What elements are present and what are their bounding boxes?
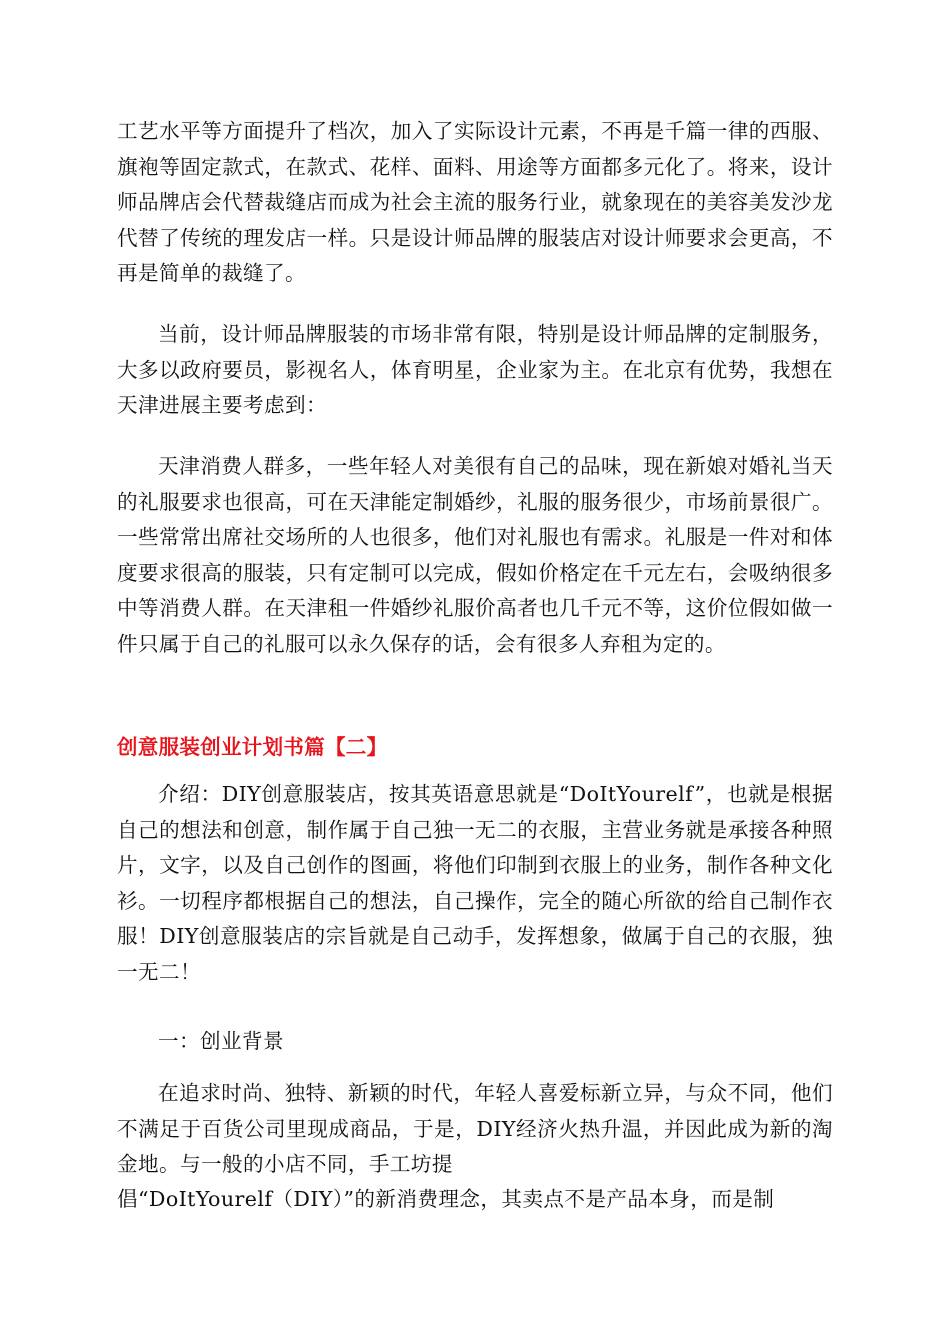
paragraph-current-market: 当前，设计师品牌服装的市场非常有限，特别是设计师品牌的定制服务，大多以政府要员，影视名人，体育明星，企业家为主。在北京有优势，我想在天津进展主要考虑到： (117, 322, 833, 417)
paragraph-introduction: 介绍：DIY创意服装店，按其英语意思就是“DoItYourelf”，也就是根据自己的想法和创意，制作属于自己独一无二的衣服，主营业务就是承接各种照片，文字，以及自己创作的图画，将他们印制到衣服上的业务，制作各种文化衫。一切程序都根据自己的想法，自己操作，完全的随心所欲的给自己制作衣服！DIY创意服装店的宗旨就是自己动手，发挥想象，做属于自己的衣服，独一无二！ (117, 782, 833, 984)
subheading-startup-background: 一：创业背景 (158, 1029, 284, 1053)
paragraph-design-level: 工艺水平等方面提升了档次，加入了实际设计元素，不再是千篇一律的西服、旗袍等固定款式，在款式、花样、面料、用途等方面都多元化了。将来，设计师品牌店会代替裁缝店而成为社会主流的服务行业，就象现在的美容美发沙龙代替了传统的理发店一样。只是设计师品牌的服装店对设计师要求会更高，不再是简单的裁缝了。 (117, 119, 833, 285)
paragraph-background: 在追求时尚、独特、新颖的时代，年轻人喜爱标新立异，与众不同，他们不满足于百货公司里现成商品，于是，DIY经济火热升温，并因此成为新的淘金地。与一般的小店不同，手工坊提 (117, 1081, 833, 1176)
section-heading: 创意服装创业计划书篇【二】 (117, 735, 388, 759)
paragraph-diy-concept: 倡“DoItYourelf（DIY）”的新消费理念，其卖点不是产品本身，而是制 (117, 1187, 775, 1211)
paragraph-tianjin-consumers: 天津消费人群多，一些年轻人对美很有自己的品味，现在新娘对婚礼当天的礼服要求也很高，可在天津能定制婚纱，礼服的服务很少，市场前景很广。一些常常出席社交场所的人也很多，他们对礼服也有需求。礼服是一件对和体度要求很高的服装，只有定制可以完成，假如价格定在千元左右，会吸纳很多中等消费人群。在天津租一件婚纱礼服价高者也几千元不等，这价位假如做一件只属于自己的礼服可以永久保存的话，会有很多人弃租为定的。 (117, 454, 833, 656)
